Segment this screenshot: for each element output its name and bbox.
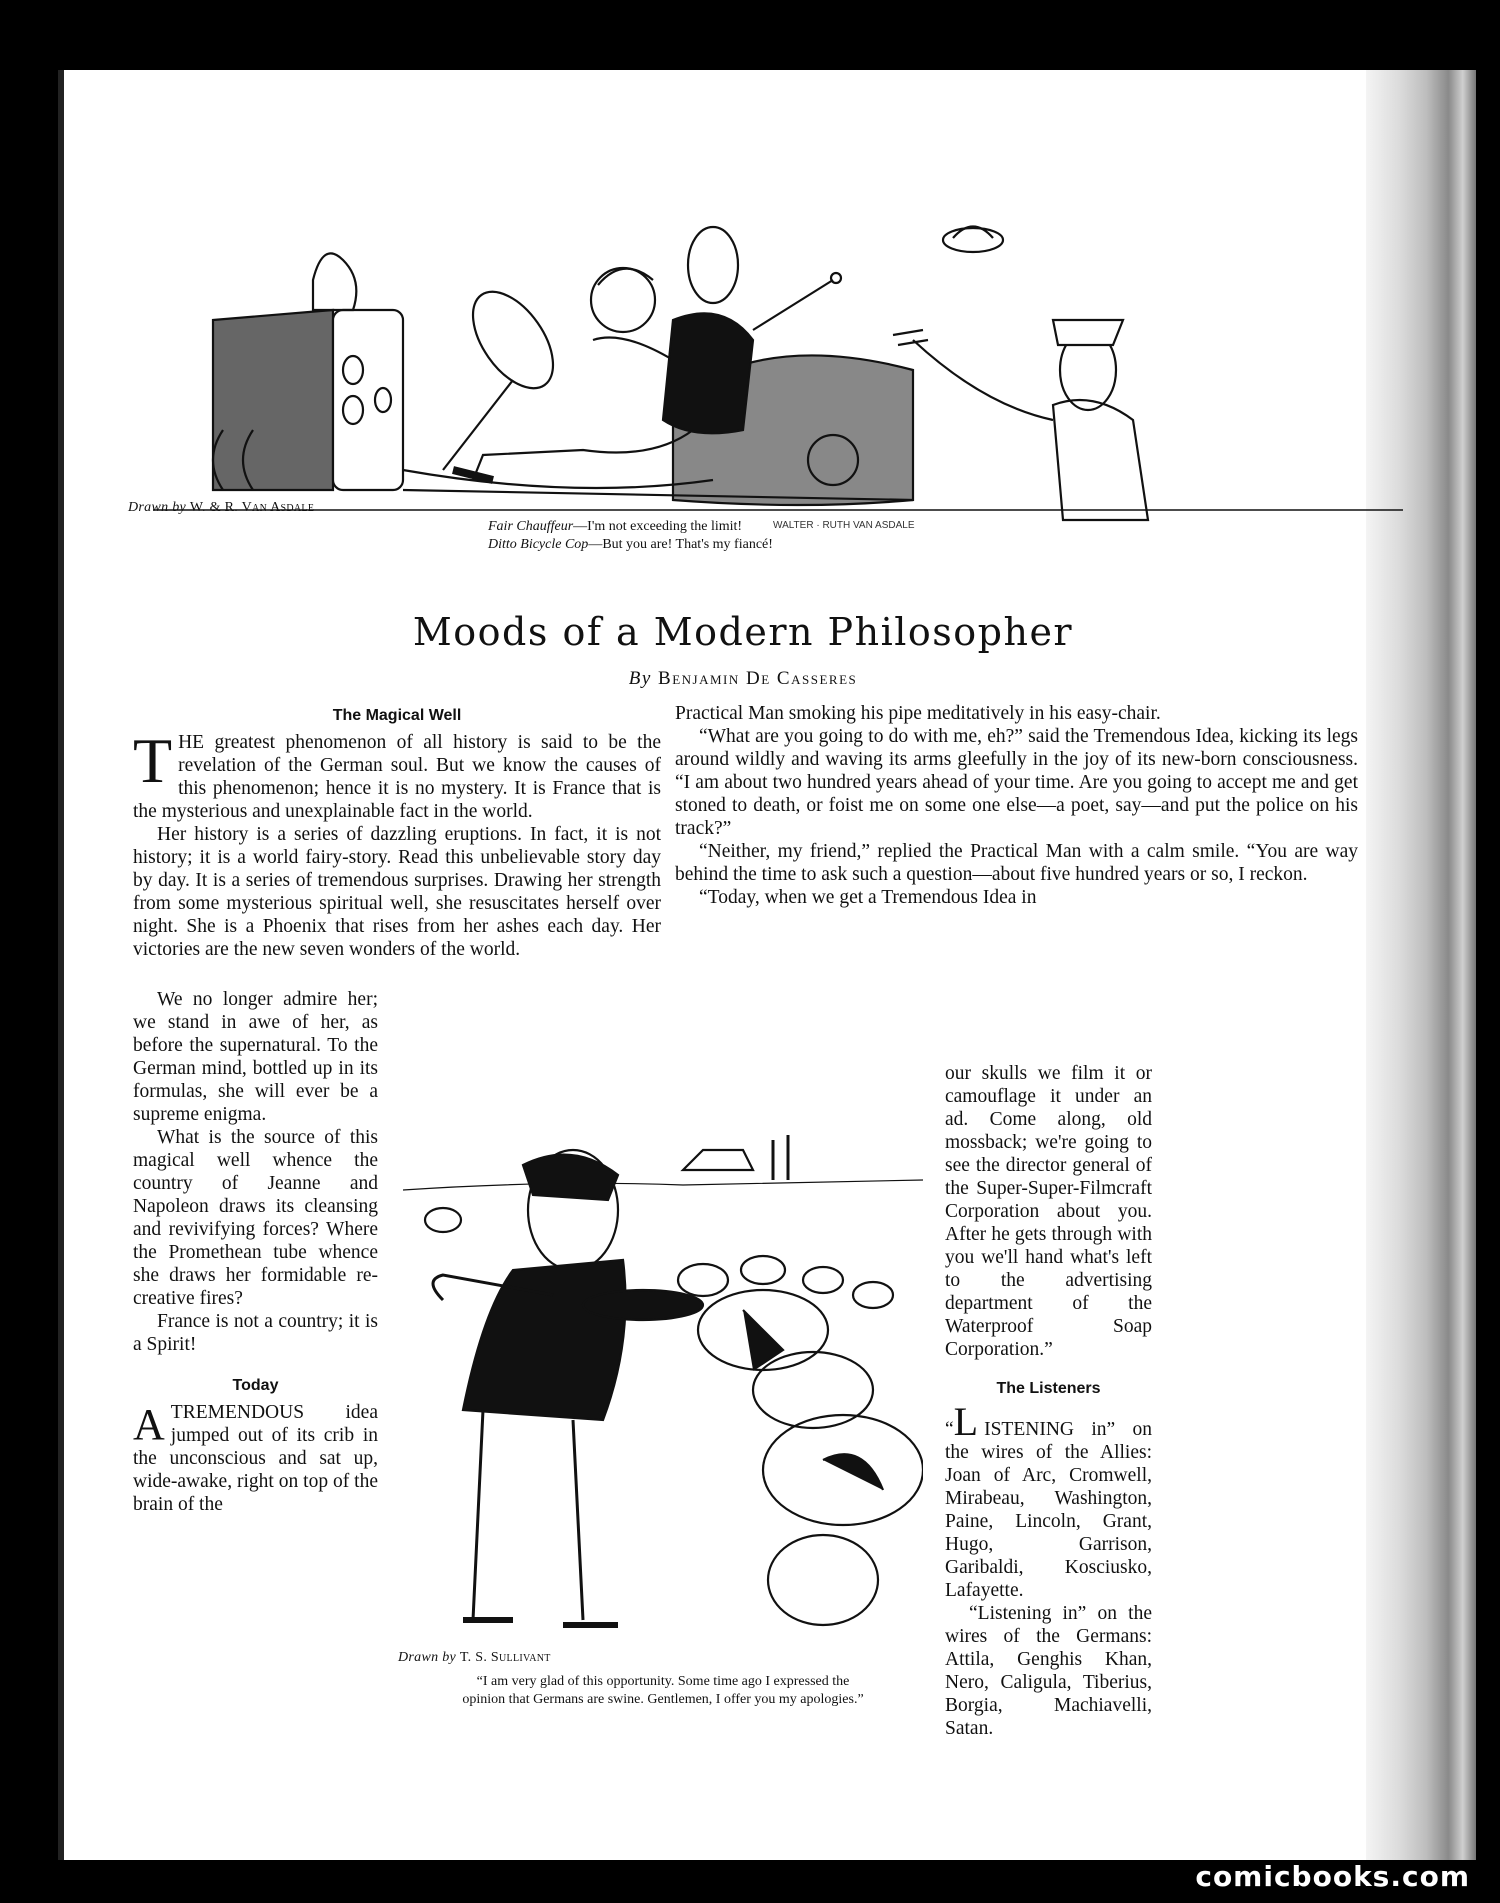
magazine-page xyxy=(58,70,1476,1860)
paragraph: We no longer admire her; we stand in awe of her, as before the supernatural. To the German mind, bottled up in its formulas, she will ever be a supreme enigma. xyxy=(133,989,378,1125)
section-heading-today: Today xyxy=(232,1377,279,1394)
paragraph: Her history is a series of dazzling eruptions. In fact, it is not history; it is a world fairy-story. Read this unbelievable story day by day. It is a series of tremendous surprises. Drawing her strength from some mysterious spiritual well, she resuscitates herself over night. She is a Phoenix that rises from her ashes each day. Her victories are the new seven wonders of the world. xyxy=(133,824,661,960)
section-heading-listeners: The Listeners xyxy=(996,1380,1101,1397)
caption-text-1: —I'm not exceeding the limit! xyxy=(573,519,743,534)
credit-name: T. S. Sullivant xyxy=(459,1650,551,1665)
paragraph: “What are you going to do with me, eh?” said the Tremendous Idea, kicking its legs around wildly and waving its arms gleefully in the joy of its new-born consciousness. “I am about two hundred years ahead of your time. Are you going to accept me and get stoned to death, or foist me on some one else—a poet, say—and put the police on his track?” xyxy=(675,726,1358,839)
top-cartoon-caption xyxy=(488,518,773,554)
column-left-top xyxy=(133,702,661,961)
section-heading-magical-well: The Magical Well xyxy=(332,707,462,724)
paragraph: “Neither, my friend,” replied the Practical Man with a calm smile. “You are way behind the time to ask such a question—about five hundred years or so, I reckon. xyxy=(675,841,1358,885)
paragraph: What is the source of this magical well whence the country of Jeanne and Napoleon draws its cleansing and revivifying forces? Where the Promethean tube whence she draws her formidable re-creative fires? xyxy=(133,1127,378,1309)
car-radiator xyxy=(333,310,403,490)
hat-in-hand xyxy=(583,1290,703,1320)
paragraph: France is not a country; it is a Spirit! xyxy=(133,1311,378,1355)
credit-prefix: Drawn by xyxy=(128,500,187,515)
article-byline xyxy=(58,668,1428,690)
pig xyxy=(853,1282,893,1308)
top-cartoon-credit xyxy=(128,500,314,516)
pigs-cartoon xyxy=(403,1080,923,1650)
credit-name: W. & R. Van Asdale xyxy=(189,500,315,515)
pig xyxy=(425,1208,461,1232)
driver-head xyxy=(591,268,655,332)
caption-text-2: —But you are! That's my fiancé! xyxy=(588,537,773,552)
caption-line: “I am very glad of this opportunity. Some time ago I expressed the xyxy=(476,1674,850,1689)
dropcap-l: L xyxy=(953,1399,979,1444)
caption-speaker-1: Fair Chauffeur xyxy=(488,519,574,534)
paragraph: ISTENING in” on the wires of the Allies: Joan of Arc, Cromwell, Mirabeau, Washington, Paine, Lincoln, Grant, Hugo, Garrison, Garibaldi, Kosciusko, Lafayette. xyxy=(945,1419,1152,1601)
page-spine xyxy=(58,70,64,1860)
paragraph: Practical Man smoking his pipe meditatively in his easy-chair. xyxy=(675,703,1161,724)
pig xyxy=(768,1535,878,1625)
chauffeur-cartoon xyxy=(153,170,1403,590)
caption-line: opinion that Germans are swine. Gentlemen, I offer you my apologies.” xyxy=(462,1692,864,1707)
paragraph: our skulls we film it or camouflage it under an ad. Come along, old mossback; we're going to see the director general of the Super-Super-Filmcraft Corporation about you. After he gets through with you we'll hand what's left to the advertising department of the Waterproof Soap Corporation.” xyxy=(945,1063,1152,1360)
author-name: Benjamin De Casseres xyxy=(658,668,858,689)
column-left-narrow xyxy=(133,988,378,1516)
caption-speaker-2: Ditto Bicycle Cop xyxy=(488,537,589,552)
pig xyxy=(741,1256,785,1284)
column-right-top xyxy=(675,702,1358,909)
credit-prefix: Drawn by xyxy=(398,1650,457,1665)
flying-hat xyxy=(943,228,1003,252)
car-lamp xyxy=(313,253,356,310)
steering-wheel xyxy=(457,278,569,403)
column-right-narrow xyxy=(945,1062,1152,1740)
site-watermark: comicbooks.com xyxy=(1195,1860,1470,1893)
paragraph: TREMENDOUS idea jumped out of its crib in the unconscious and sat up, wide-awake, right on top of the brain of the xyxy=(133,1402,378,1515)
pig xyxy=(678,1264,728,1296)
dropcap-t: T xyxy=(133,725,173,796)
dropcap-a: A xyxy=(133,1400,165,1449)
article-title: Moods of a Modern Philosopher xyxy=(412,610,1074,654)
byline-prefix: By xyxy=(628,668,652,689)
paragraph: HE greatest phenomenon of all history is said to be the revelation of the German soul. But we know the causes of this phenomenon; hence it is no mystery. It is France that is the mysterious and unexplainable fact in the world. xyxy=(133,732,661,822)
middle-cartoon-credit xyxy=(398,1650,551,1666)
car-hood xyxy=(213,310,333,490)
passenger-head xyxy=(688,227,738,303)
paragraph: “Today, when we get a Tremendous Idea in xyxy=(699,887,1037,908)
paragraph: “Listening in” on the wires of the Germans: Attila, Genghis Khan, Nero, Caligula, Tiberius, Borgia, Machiavelli, Satan. xyxy=(945,1603,1152,1739)
open-quote: “ xyxy=(945,1419,954,1440)
middle-cartoon-caption xyxy=(403,1673,923,1709)
pig xyxy=(803,1267,843,1293)
cartoon-signature: WALTER · RUTH VAN ASDALE xyxy=(773,520,915,531)
